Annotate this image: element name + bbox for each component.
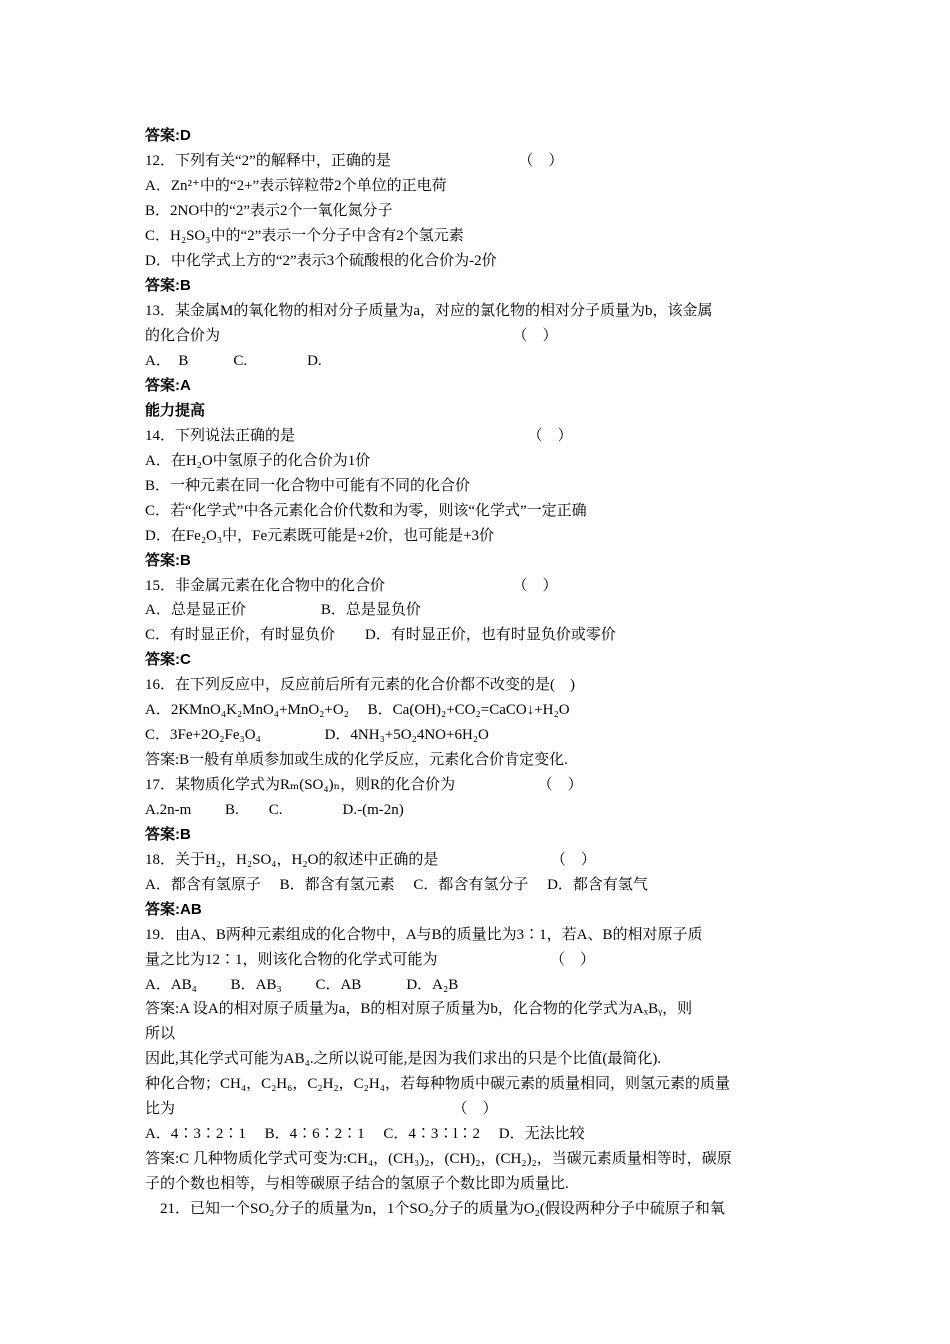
answer-line: 答案:A	[145, 377, 191, 394]
question-18: 18．关于H₂，H₂SO₄，H₂O的叙述中正确的是 （ ）	[145, 852, 596, 868]
options-17: A.2n-m B. C. D.-(m-2n)	[145, 802, 404, 818]
question-20: 种化合物；CH₄，C₂H₆，C₂H₂，C₂H₄，若每种物质中碳元素的质量相同，则氢元素的质量	[145, 1076, 730, 1092]
question-14: 14．下列说法正确的是 （ ）	[145, 428, 573, 444]
option-a: A．Zn²⁺中的“2+”表示锌粒带2个单位的正电荷	[145, 178, 447, 194]
options-13: A． B C. D.	[145, 353, 322, 369]
question-16: 16．在下列反应中，反应前后所有元素的化合价都不改变的是( )	[145, 677, 575, 693]
options-16-ab: A．2KMnO₄K₂MnO₄+MnO₂+O₂ B．Ca(OH)₂+CO₂=CaCO↓+H₂O	[145, 702, 570, 718]
answer-line: 答案:B	[145, 277, 191, 294]
question-12: 12．下列有关“2”的解释中，正确的是 （ ）	[145, 153, 564, 169]
answer-cont: 所以	[145, 1026, 176, 1042]
answer-line: 答案:B	[145, 552, 191, 569]
question-19-cont: 量之比为12∶1，则该化合物的化学式可能为 （ ）	[145, 952, 596, 968]
option-d: D．在Fe₂O₃中，Fe元素既可能是+2价，也可能是+3价	[145, 528, 495, 544]
option-d: D．中化学式上方的“2”表示3个硫酸根的化合价为-2价	[145, 253, 497, 269]
question-19: 19．由A、B两种元素组成的化合物中，A与B的质量比为3∶1，若A、B的相对原子质	[145, 927, 703, 943]
options-18: A．都含有氢原子 B．都含有氢元素 C．都含有氢分子 D．都含有氢气	[145, 877, 648, 893]
option-c: C．H₂SO₃中的“2”表示一个分子中含有2个氢元素	[145, 228, 464, 244]
option-b: B．2NO中的“2”表示2个一氧化氮分子	[145, 203, 393, 219]
options-20: A．4∶3∶2∶1 B．4∶6∶2∶1 C．4∶3∶l∶2 D．无法比较	[145, 1126, 585, 1142]
options-15-ab: A．总是显正价 B．总是显负价	[145, 602, 421, 618]
option-c: C．若“化学式”中各元素化合价代数和为零，则该“化学式”一定正确	[145, 503, 587, 519]
options-19: A．AB₄ B．AB₃ C．AB D．A₂B	[145, 977, 459, 993]
question-20-cont: 比为 （ ）	[145, 1101, 498, 1117]
question-13-cont: 的化合价为 （ ）	[145, 328, 558, 344]
section-heading: 能力提高	[145, 402, 206, 419]
option-a: A．在H₂O中氢原子的化合价为1价	[145, 453, 371, 469]
question-17: 17．某物质化学式为Rₘ(SO₄)ₙ，则R的化合价为 （ ）	[145, 777, 583, 793]
question-21: 21．已知一个SO₂分子的质量为n，1个SO₂分子的质量为O₂(假设两种分子中硫原子和氧	[145, 1201, 725, 1217]
answer-line: 答案:B	[145, 826, 191, 843]
answer-line: 答案:C	[145, 651, 191, 668]
answer-cont: 子的个数也相等，与相等碳原子结合的氢原子个数比即为质量比.	[145, 1176, 569, 1192]
answer-line: 答案:D	[145, 127, 191, 144]
options-15-cd: C．有时显正价，有时显负价 D．有时显正价，也有时显负价或零价	[145, 627, 616, 643]
answer-line: 答案:B一般有单质参加或生成的化学反应，元素化合价肯定变化.	[145, 752, 568, 768]
answer-line: 答案:C 几种物质化学式可变为:CH₄，(CH₃)₂，(CH)₂，(CH₂)₂，当碳元素质量相等时，碳原	[145, 1151, 732, 1167]
answer-line: 答案:AB	[145, 901, 202, 918]
options-16-cd: C．3Fe+2O₂Fe₃O₄ D．4NH₃+5O₂4NO+6H₂O	[145, 727, 489, 743]
answer-cont: 因此,其化学式可能为AB₄.之所以说可能,是因为我们求出的只是个比值(最简化).	[145, 1051, 662, 1067]
question-15: 15．非金属元素在化合物中的化合价 （ ）	[145, 578, 558, 594]
option-b: B．一种元素在同一化合物中可能有不同的化合价	[145, 478, 471, 494]
question-13: 13．某金属M的氧化物的相对分子质量为a，对应的氯化物的相对分子质量为b，该金属	[145, 303, 713, 319]
answer-line: 答案:A 设A的相对原子质量为a，B的相对原子质量为b，化合物的化学式为AₓBᵧ，则	[145, 1001, 693, 1017]
